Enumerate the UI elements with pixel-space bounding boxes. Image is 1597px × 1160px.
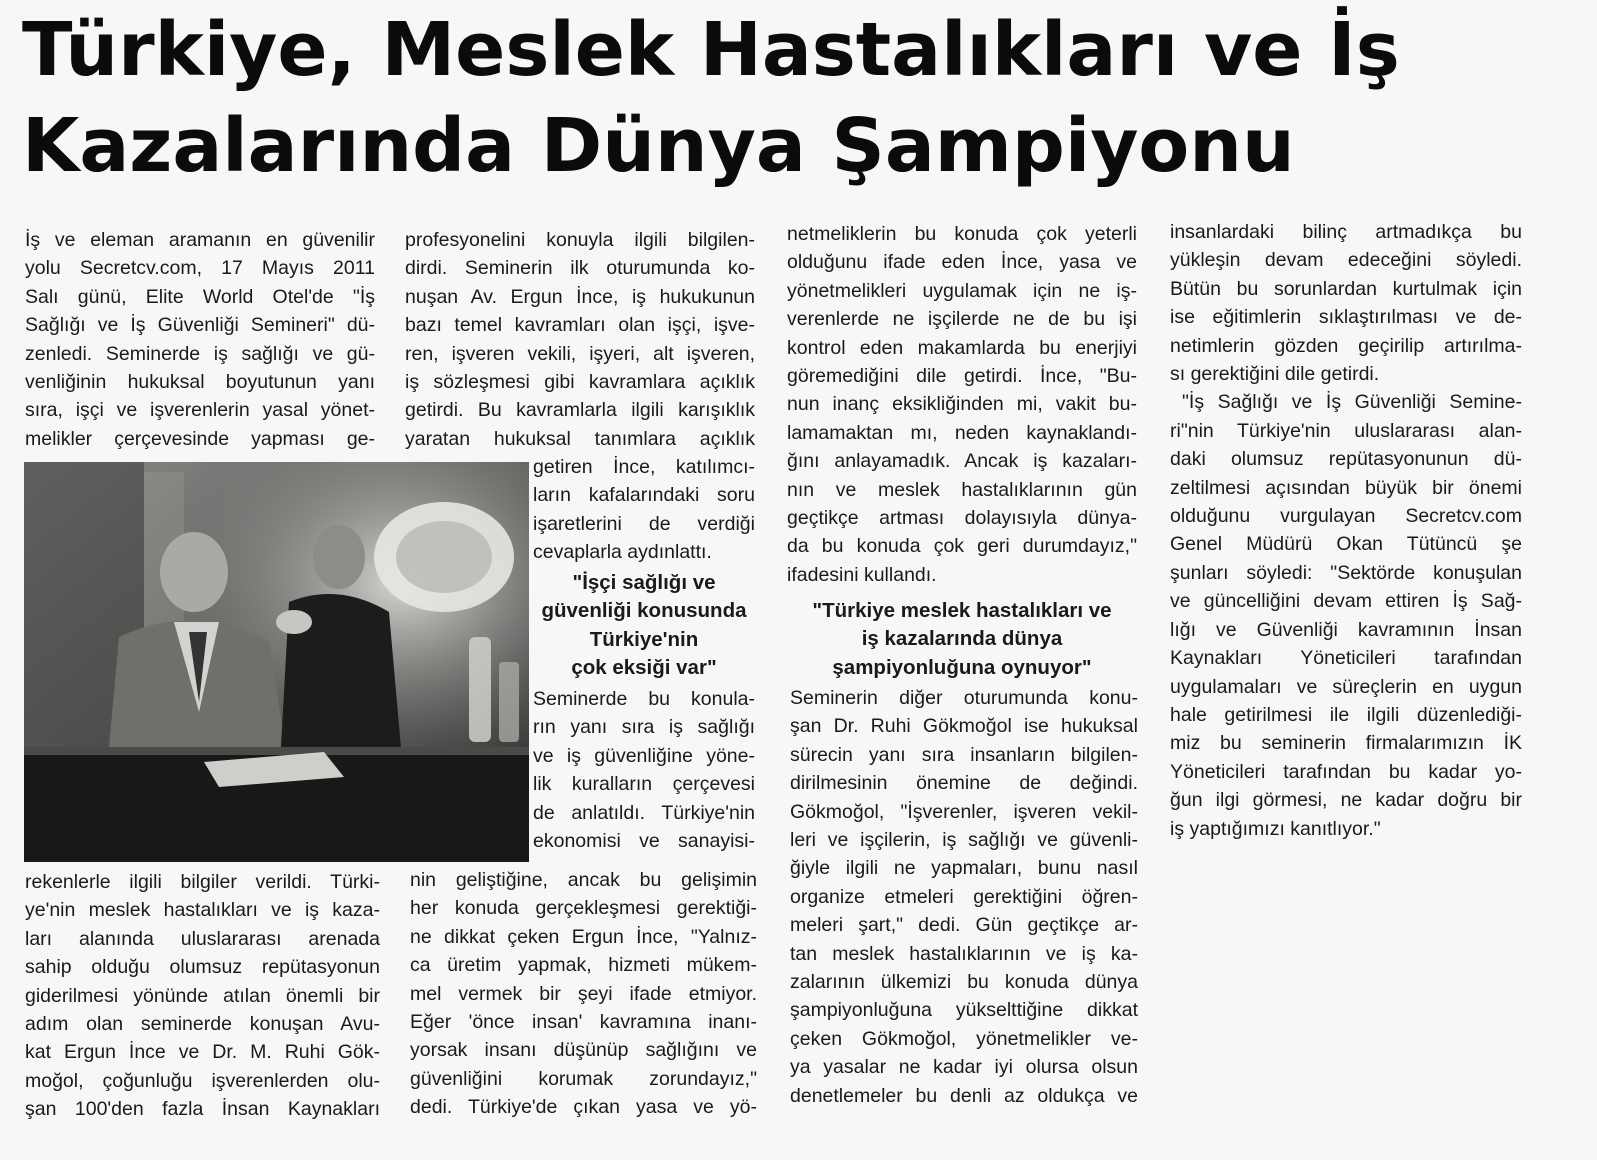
text-line: Sağlığı ve İş Güvenliği Semineri" dü-: [25, 314, 375, 337]
text-line: ri"nin Türkiye'nin uluslararası alan-: [1170, 419, 1522, 442]
column-2-subhead: [533, 569, 755, 683]
text-line: de anlatıldı. Türkiye'nin: [533, 801, 755, 824]
text-line: ye'nin meslek hastalıkları ve iş kaza-: [25, 899, 380, 922]
text-line: Eğer 'önce insan' kavramına inanı-: [410, 1011, 757, 1034]
text-line: verenlerde ne işçilerde ne de bu işi: [787, 308, 1137, 331]
text-line: ların kafalarındaki soru: [533, 484, 755, 507]
subhead-line: iş kazalarında dünya: [861, 627, 1063, 651]
text-line: getirdi. Bu kavramlarla ilgili karışıklık: [405, 399, 755, 422]
headline-line: Kazalarında Dünya Şampiyonu: [22, 103, 1295, 189]
text-line: Seminerin diğer oturumunda konu-: [790, 687, 1138, 709]
text-line: ve iş güvenliğine yöne-: [533, 744, 755, 767]
seminar-photo: [24, 462, 529, 862]
text-line: profesyonelini konuyla ilgili bilgilen-: [405, 229, 755, 251]
text-line: olduğunu ifade eden İnce, yasa ve: [787, 251, 1137, 274]
text-line: getiren İnce, katılımcı-: [533, 456, 755, 478]
text-line: ifadesini kullandı.: [787, 563, 937, 586]
headline-line: Türkiye, Meslek Hastalıkları ve İş: [22, 7, 1400, 93]
text-line: ekonomisi ve sanayisi-: [533, 830, 755, 853]
text-line: cevaplarla aydınlattı.: [533, 541, 712, 564]
text-line: bazı temel kavramları olan işçi, işve-: [405, 314, 755, 337]
text-line: tan meslek hastalıklarının ve iş ka-: [790, 942, 1138, 965]
text-line: geçtikçe artması dolayısıyla dünya-: [787, 507, 1137, 530]
subhead-line: şampiyonluğuna oynuyor": [832, 655, 1092, 679]
text-line: nuşan Av. Ergun İnce, iş hukukunun: [405, 285, 755, 308]
column-2-top: [405, 226, 755, 453]
subhead-line: çok eksiği var": [571, 656, 717, 680]
text-line: işaretlerini de verdiği: [533, 512, 755, 535]
column-2-narrow-a: [533, 453, 755, 567]
text-line: lığı ve Güvenliği kavramının İnsan: [1170, 618, 1522, 641]
text-line: "İş Sağlığı ve İş Güvenliği Semine-: [1182, 391, 1522, 414]
text-line: venliğinin hukuksal boyutunun yanı: [25, 371, 375, 394]
text-line: Gökmoğol, "İşverenler, işveren vekil-: [790, 800, 1138, 823]
text-line: melikler çerçevesinde yapması ge-: [25, 427, 375, 450]
subhead-line: "Türkiye meslek hastalıkları ve: [812, 599, 1112, 622]
text-line: nin geliştiğine, ancak bu gelişimin: [410, 869, 757, 891]
text-line: zeltilmesi açısından büyük bir önemi: [1170, 476, 1522, 499]
subhead-line: güvenliği konusunda: [541, 599, 747, 623]
text-line: Genel Müdürü Okan Tütüncü şe: [1170, 533, 1522, 556]
text-line: sürecin yanı sıra insanların bilgilen-: [790, 743, 1138, 766]
text-line: yolu Secretcv.com, 17 Mayıs 2011: [25, 257, 375, 280]
text-line: Seminerde bu konula-: [533, 688, 755, 710]
text-line: ne dikkat çeken Ergun İnce, "Yalnız-: [410, 925, 757, 948]
text-line: çeken Gökmoğol, yönetmelikler ve-: [790, 1027, 1138, 1050]
text-line: dedi. Türkiye'de çıkan yasa ve yö-: [410, 1096, 757, 1119]
seminar-photo-icon: [24, 462, 529, 862]
text-line: insanlardaki bilinç artmadıkça bu: [1170, 221, 1522, 243]
text-line: giderilmesi yönünde atılan önemli bir: [25, 984, 380, 1007]
headline: [22, 2, 1582, 194]
text-line: dirilmesinin önemine de değindi.: [790, 772, 1138, 795]
text-line: ya yasalar ne kadar iyi olursa olsun: [790, 1056, 1138, 1079]
text-line: miz bu seminerin firmalarımızın İK: [1170, 732, 1522, 755]
column-3-b: [790, 684, 1138, 1110]
column-3-subhead: [787, 597, 1137, 682]
column-1-top: [25, 226, 375, 453]
text-line: göremediğini dile getirdi. İnce, "Bu-: [787, 365, 1137, 388]
text-line: iş yaptığımızı kanıtlıyor.": [1170, 817, 1381, 840]
subhead-line: "İşçi sağlığı ve: [572, 571, 716, 594]
text-line: hale getirilmesi ile ilgili düzenlediği-: [1170, 703, 1522, 726]
text-line: sahip olduğu olumsuz repütasyonun: [25, 956, 380, 979]
text-line: lamamaktan mı, neden kaynaklandı-: [787, 421, 1137, 444]
text-line: ğun ilgi görmesi, ne kadar doğru bir: [1170, 789, 1522, 812]
text-line: dirdi. Seminerin ilk oturumunda ko-: [405, 257, 755, 280]
text-line: iş sözleşmesi gibi kavramlara açıklık: [405, 371, 755, 394]
text-line: her konuda gerçekleşmesi gerektiği-: [410, 897, 757, 920]
text-line: yorsak insanı düşünüp sağlığını ve: [410, 1039, 757, 1062]
text-line: uygulamaları ve süreçlerin en uygun: [1170, 675, 1522, 698]
text-line: şan 100'den fazla İnsan Kaynakları: [25, 1098, 380, 1121]
text-line: şampiyonluğuna yükselttiğine dikkat: [790, 999, 1138, 1022]
column-1-bottom: [25, 868, 380, 1124]
text-line: kontrol eden makamlarda bu enerjiyi: [787, 336, 1137, 359]
text-line: nın ve meslek hastalıklarının gün: [787, 478, 1137, 501]
text-line: leri ve işçilerin, iş sağlığı ve güvenli-: [790, 829, 1138, 852]
column-4: [1170, 218, 1522, 843]
column-2-narrow-b: [533, 685, 755, 855]
text-line: zenledi. Seminerde iş sağlığı ve gü-: [25, 342, 375, 365]
text-line: meleri şart," dedi. Gün geçtikçe ar-: [790, 914, 1138, 937]
subhead-line: Türkiye'nin: [589, 627, 699, 651]
text-line: ğını anlayamadık. Ancak iş kazaları-: [787, 450, 1137, 473]
text-line: Bütün bu sorunlardan kurtulmak için: [1170, 277, 1522, 300]
text-line: şan Dr. Ruhi Gökmoğol ise hukuksal: [790, 715, 1138, 738]
text-line: mel vermek bir şeyi ifade etmiyor.: [410, 982, 757, 1005]
text-line: lik kuralların çerçevesi: [533, 773, 755, 796]
text-line: ca üretim yapmak, hizmeti mükem-: [410, 954, 757, 977]
text-line: güvenliğini korumak zorundayız,": [410, 1067, 757, 1090]
text-line: ise eğitimlerin sıklaştırılması ve de-: [1170, 306, 1522, 329]
text-line: yönetmelikleri uygulamak için ne iş-: [787, 279, 1137, 302]
text-line: organize etmeleri gerektiğini öğren-: [790, 885, 1138, 908]
text-line: netmeliklerin bu konuda çok yeterli: [787, 223, 1137, 245]
column-3-a: [787, 220, 1137, 589]
text-line: rın yanı sıra iş sağlığı: [533, 716, 755, 739]
text-line: kat Ergun İnce ve Dr. M. Ruhi Gök-: [25, 1041, 380, 1064]
text-line: denetlemeler bu denli az oldukça ve: [790, 1084, 1138, 1107]
text-line: ları alanında uluslararası arenada: [25, 927, 380, 950]
text-line: moğol, çoğunluğu işverenlerden olu-: [25, 1069, 380, 1092]
text-line: olduğunu vurgulayan Secretcv.com: [1170, 505, 1522, 528]
text-line: rekenlerle ilgili bilgiler verildi. Türki-: [25, 871, 380, 893]
text-line: daki olumsuz repütasyonunun dü-: [1170, 448, 1522, 471]
text-line: Yöneticileri tarafından bu kadar yo-: [1170, 760, 1522, 783]
text-line: ren, işveren vekili, işyeri, alt işveren,: [405, 342, 755, 365]
text-line: yaratan hukuksal tanımlara açıklık: [405, 427, 755, 450]
text-line: da bu konuda çok geri durumdayız,": [787, 535, 1137, 558]
text-line: adım olan seminerde konuşan Avu-: [25, 1013, 380, 1036]
text-line: zalarının ülkemizi bu konuda dünya: [790, 971, 1138, 994]
text-line: Kaynakları Yöneticileri tarafından: [1170, 647, 1522, 670]
text-line: yükleşin devam edeceğini söyledi.: [1170, 249, 1522, 272]
text-line: ğiyle ilgili ne yapmaları, bunu nasıl: [790, 857, 1138, 880]
column-2-bottom: [410, 866, 757, 1122]
text-line: İş ve eleman aramanın en güvenilir: [25, 229, 375, 251]
text-line: nun inanç eksikliğinden mi, vakit bu-: [787, 393, 1137, 416]
text-line: sı gerektiğini dile getirdi.: [1170, 363, 1380, 386]
text-line: sıra, işçi ve işverenlerin yasal yönet-: [25, 399, 375, 422]
text-line: ve güncelliğini devam ettiren İş Sağ-: [1170, 590, 1522, 613]
text-line: Salı günü, Elite World Otel'de "İş: [25, 285, 375, 308]
text-line: netimlerin gözden geçirilip artırılma-: [1170, 334, 1522, 357]
text-line: şunları söyledi: "Sektörde konuşulan: [1170, 561, 1522, 584]
